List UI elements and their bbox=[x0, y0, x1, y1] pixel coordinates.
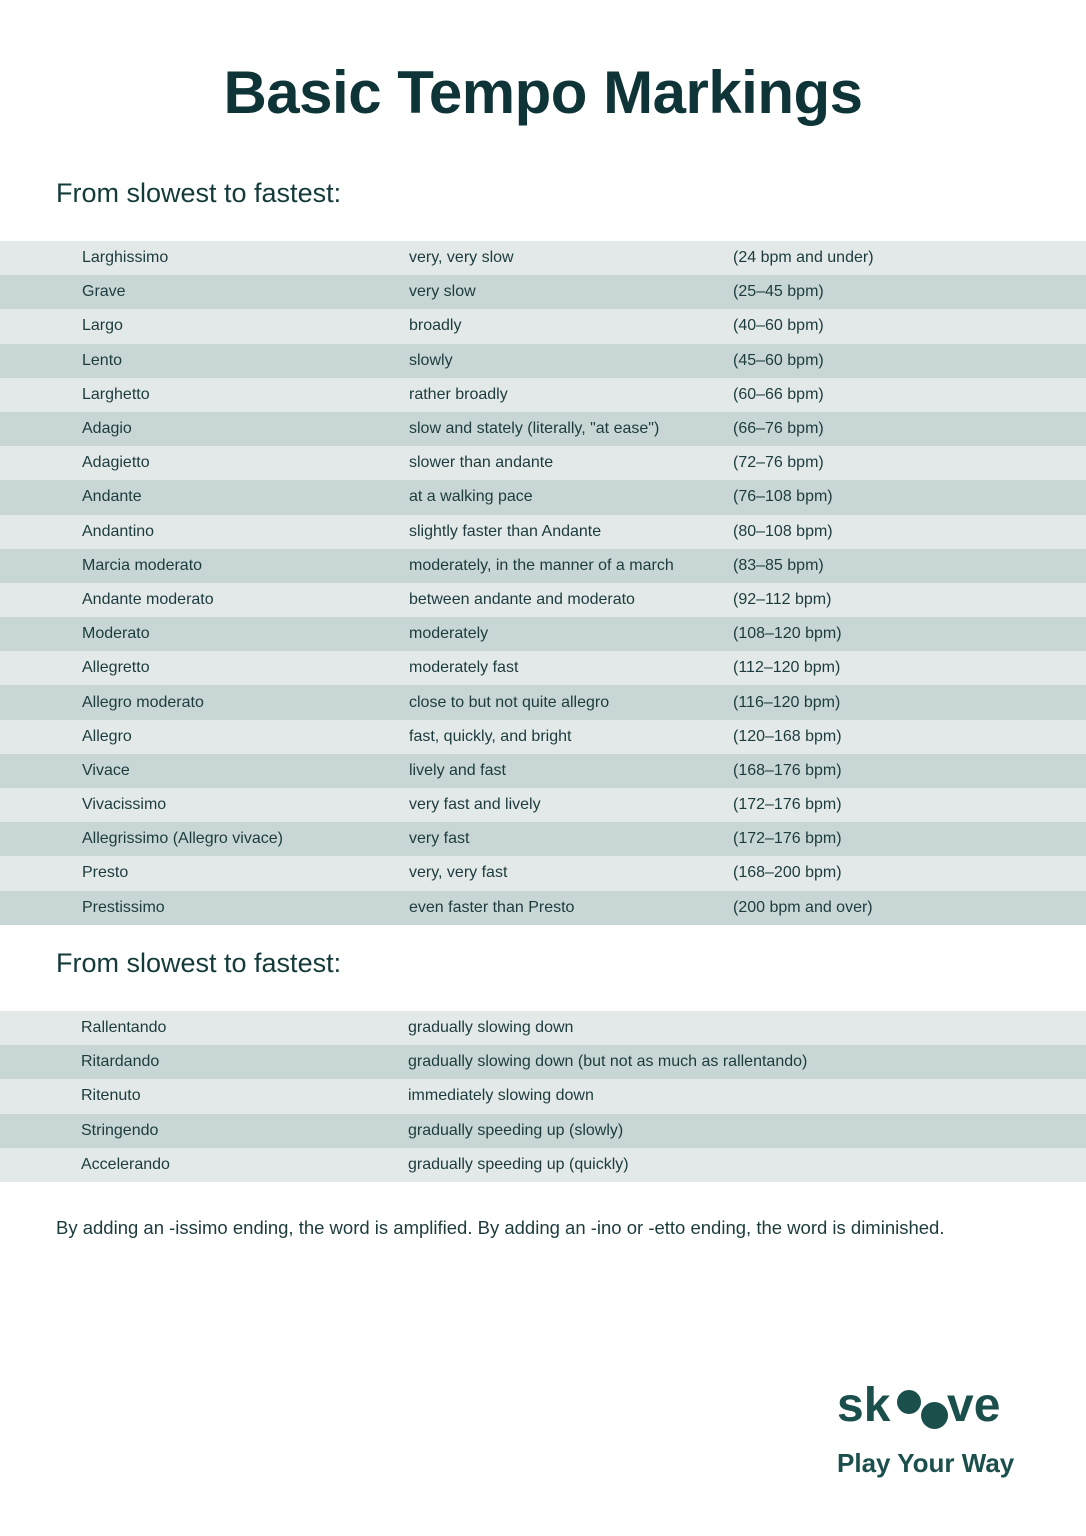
tempo-bpm: (66–76 bpm) bbox=[733, 420, 824, 438]
tempo-meaning: broadly bbox=[409, 317, 462, 335]
section-heading-tempo-changes: From slowest to fastest: bbox=[56, 948, 342, 978]
table-row bbox=[0, 480, 1086, 514]
tempo-name: Andantino bbox=[82, 522, 155, 540]
logo-dot-lower bbox=[921, 1402, 948, 1429]
tempo-meaning: fast, quickly, and bright bbox=[409, 727, 572, 745]
tempo-meaning: very fast bbox=[409, 830, 470, 848]
tempo-meaning: moderately, in the manner of a march bbox=[409, 556, 674, 574]
tempo-meaning: very fast and lively bbox=[409, 796, 541, 814]
tempo-meaning: moderately fast bbox=[409, 659, 519, 677]
tempo-meaning: very, very slow bbox=[409, 249, 514, 267]
table-row bbox=[0, 1045, 1086, 1079]
table-row bbox=[0, 720, 1086, 754]
tempo-bpm: (83–85 bpm) bbox=[733, 556, 824, 574]
skoove-logo bbox=[837, 1378, 1037, 1438]
table-row bbox=[0, 378, 1086, 412]
table-row bbox=[0, 344, 1086, 378]
tempo-bpm: (108–120 bpm) bbox=[733, 625, 842, 643]
table-row bbox=[0, 275, 1086, 309]
table-row bbox=[0, 651, 1086, 685]
tempo-bpm: (92–112 bpm) bbox=[733, 590, 832, 608]
tempo-meaning: even faster than Presto bbox=[409, 898, 575, 916]
brand-tagline: Play Your Way bbox=[837, 1448, 1015, 1478]
table-row bbox=[0, 1011, 1086, 1045]
table-row bbox=[0, 754, 1086, 788]
tempo-meaning: slowly bbox=[409, 351, 453, 369]
tempo-name: Larghissimo bbox=[82, 249, 169, 267]
tempo-name: Allegrissimo (Allegro vivace) bbox=[82, 830, 283, 848]
tempo-name: Allegro bbox=[82, 727, 132, 745]
table-row bbox=[0, 856, 1086, 890]
table-row bbox=[0, 583, 1086, 617]
tempo-change-name: Stringendo bbox=[81, 1121, 159, 1139]
logo-dot-upper bbox=[897, 1390, 921, 1414]
table-row bbox=[0, 241, 1086, 275]
tempo-change-meaning: gradually speeding up (slowly) bbox=[408, 1121, 624, 1139]
tempo-change-meaning: immediately slowing down bbox=[408, 1087, 594, 1105]
table-row bbox=[0, 891, 1086, 925]
tempo-meaning: very slow bbox=[409, 283, 476, 301]
tempo-meaning: very, very fast bbox=[409, 864, 508, 882]
tempo-bpm: (45–60 bpm) bbox=[733, 351, 824, 369]
tempo-meaning: slower than andante bbox=[409, 454, 554, 472]
tempo-meaning: rather broadly bbox=[409, 385, 508, 403]
tempo-bpm: (72–76 bpm) bbox=[733, 454, 824, 472]
tempo-change-name: Ritardando bbox=[81, 1053, 160, 1071]
tempo-name: Andante moderato bbox=[82, 590, 214, 608]
tempo-name: Vivace bbox=[82, 761, 130, 779]
table-row bbox=[0, 549, 1086, 583]
tempo-meaning: slow and stately (literally, "at ease") bbox=[409, 420, 660, 438]
section-heading-tempo-markings: From slowest to fastest: bbox=[56, 178, 342, 208]
tempo-change-name: Ritenuto bbox=[81, 1087, 141, 1105]
tempo-bpm: (40–60 bpm) bbox=[733, 317, 824, 335]
tempo-bpm: (116–120 bpm) bbox=[733, 693, 841, 711]
tempo-meaning: close to but not quite allegro bbox=[409, 693, 610, 711]
tempo-meaning: at a walking pace bbox=[409, 488, 533, 506]
tempo-name: Presto bbox=[82, 864, 129, 882]
table-row bbox=[0, 309, 1086, 343]
table-row bbox=[0, 1079, 1086, 1113]
tempo-change-name: Rallentando bbox=[81, 1019, 167, 1037]
tempo-bpm: (60–66 bpm) bbox=[733, 385, 824, 403]
tempo-bpm: (120–168 bpm) bbox=[733, 727, 842, 745]
table-row bbox=[0, 1114, 1086, 1148]
table-row bbox=[0, 788, 1086, 822]
tempo-name: Adagio bbox=[82, 420, 132, 438]
footnote: By adding an -issimo ending, the word is amplified. By adding an -ino or -etto ending, the word is diminished. bbox=[56, 1217, 945, 1238]
tempo-markings-table bbox=[0, 241, 1086, 925]
tempo-bpm: (80–108 bpm) bbox=[733, 522, 833, 540]
page-title: Basic Tempo Markings bbox=[223, 59, 863, 126]
logo-text-left: sk bbox=[837, 1379, 891, 1432]
tempo-bpm: (172–176 bpm) bbox=[733, 830, 842, 848]
tempo-bpm: (112–120 bpm) bbox=[733, 659, 841, 677]
tempo-name: Allegro moderato bbox=[82, 693, 204, 711]
tempo-change-meaning: gradually slowing down bbox=[408, 1019, 574, 1037]
tempo-bpm: (25–45 bpm) bbox=[733, 283, 824, 301]
tempo-bpm: (24 bpm and under) bbox=[733, 249, 874, 267]
tempo-name: Largo bbox=[82, 317, 123, 335]
tempo-change-meaning: gradually slowing down (but not as much as rallentando) bbox=[408, 1053, 808, 1071]
table-row bbox=[0, 685, 1086, 719]
table-row bbox=[0, 1148, 1086, 1182]
tempo-change-meaning: gradually speeding up (quickly) bbox=[408, 1155, 629, 1173]
tempo-name: Marcia moderato bbox=[82, 556, 203, 574]
tempo-changes-table bbox=[0, 1011, 1086, 1182]
tempo-meaning: lively and fast bbox=[409, 761, 506, 779]
tempo-name: Moderato bbox=[82, 625, 150, 643]
tempo-name: Lento bbox=[82, 351, 123, 369]
tempo-change-name: Accelerando bbox=[81, 1155, 170, 1173]
tempo-meaning: slightly faster than Andante bbox=[409, 522, 602, 540]
table-row bbox=[0, 617, 1086, 651]
tempo-bpm: (168–200 bpm) bbox=[733, 864, 842, 882]
table-row bbox=[0, 822, 1086, 856]
tempo-name: Andante bbox=[82, 488, 142, 506]
tempo-bpm: (172–176 bpm) bbox=[733, 796, 842, 814]
table-row bbox=[0, 515, 1086, 549]
tempo-name: Allegretto bbox=[82, 659, 150, 677]
tempo-bpm: (76–108 bpm) bbox=[733, 488, 833, 506]
tempo-name: Vivacissimo bbox=[82, 796, 167, 814]
tempo-meaning: between andante and moderato bbox=[409, 590, 635, 608]
table-row bbox=[0, 446, 1086, 480]
tempo-name: Grave bbox=[82, 283, 126, 301]
tempo-bpm: (168–176 bpm) bbox=[733, 761, 842, 779]
table-row bbox=[0, 412, 1086, 446]
tempo-bpm: (200 bpm and over) bbox=[733, 898, 873, 916]
tempo-name: Larghetto bbox=[82, 385, 150, 403]
logo-text-right: ve bbox=[947, 1379, 1001, 1432]
tempo-meaning: moderately bbox=[409, 625, 489, 643]
tempo-name: Adagietto bbox=[82, 454, 150, 472]
tempo-name: Prestissimo bbox=[82, 898, 165, 916]
